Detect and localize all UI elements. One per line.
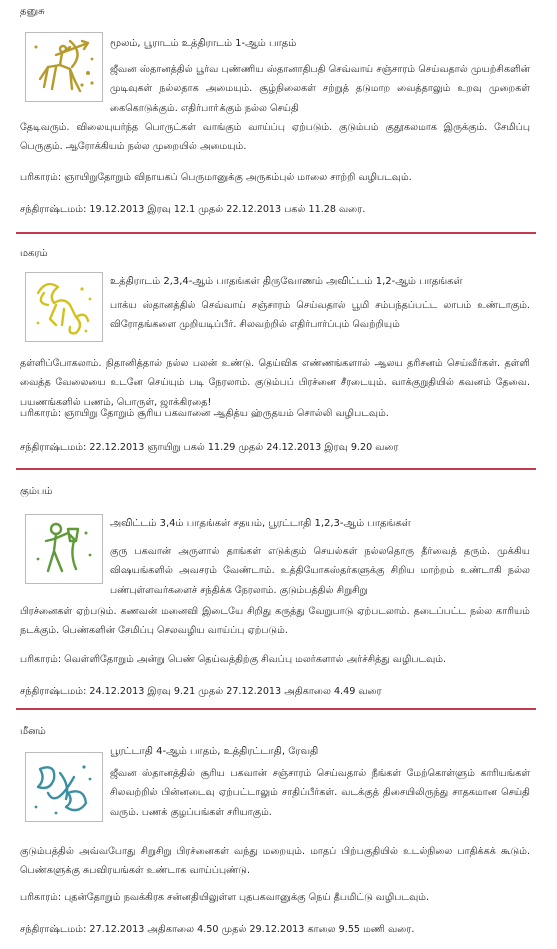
- sign-name: மீனம்: [20, 726, 46, 737]
- sign-name: மகரம்: [20, 248, 48, 259]
- prediction-paragraph-continued: குடும்பத்தில் அவ்வபோது சிறுசிறு பிரச்னைகள் வந்து மறையும். மாதப் பிற்பகுதியில் உடல்நிலை பாதிக்கக் கூடும். பெண்களுக்கு சுபவிரயங்கள் உண்டாக வாய்ப்புண்டு.: [20, 846, 530, 877]
- section-divider: [16, 468, 536, 470]
- aquarius-icon: [25, 514, 103, 584]
- stars-line: பூரட்டாதி 4-ஆம் பாதம், உத்திரட்டாதி, ரேவதி: [110, 746, 319, 757]
- chandrashtamam-text: சந்திராஷ்டமம்: 22.12.2013 ஞாயிறு பகல் 11.29 முதல் 24.12.2013 இரவு 9.20 வரை: [20, 442, 399, 453]
- remedy-text: பரிகாரம்: ஞாயிறு தோறும் சூரிய பகவானை ஆதித்ய ஹ்ருதயம் சொல்லி வழிபடவும்.: [20, 408, 389, 419]
- prediction-paragraph: ஜீவன ஸ்தானத்தில் சூரிய பகவான் சஞ்சாரம் செய்வதால் நீங்கள் மேற்கொள்ளும் காரியங்கள் சிலவற்றில் பின்னடைவு ஏற்பட்டாலும் சாதிப்பீர்கள். வடக்குத் திசையிலிருந்து சாதகமான செய்தி வரும். பணக் குழப்பங்கள் சரியாகும்.: [110, 768, 530, 818]
- section-divider: [16, 232, 536, 234]
- stars-line: உத்திராடம் 2,3,4-ஆம் பாதங்கள் திருவோணம் அவிட்டம் 1,2-ஆம் பாதங்கள்: [110, 276, 463, 287]
- chandrashtamam-text: சந்திராஷ்டமம்: 19.12.2013 இரவு 12.1 முதல் 22.12.2013 பகல் 11.28 வரை.: [20, 204, 366, 215]
- prediction-paragraph-continued: தேடிவரும். விலையுயர்ந்த பொருட்கள் வாங்கும் வாய்ப்பு ஏற்படும். குடும்பம் குதூகலமாக இருக்கும். சேமிப்பு பெருகும். ஆரோக்கியம் நல்ல முறையில் அமையும்.: [20, 122, 530, 153]
- sagittarius-icon: [25, 32, 103, 102]
- stars-line: மூலம், பூராடம் உத்திராடம் 1-ஆம் பாதம்: [110, 38, 297, 49]
- capricorn-icon: [25, 272, 103, 342]
- stars-line: அவிட்டம் 3,4ம் பாதங்கள் சதயம், பூரட்டாதி 1,2,3-ஆம் பாதங்கள்: [110, 518, 411, 529]
- sign-section-meenam: [0, 716, 557, 949]
- prediction-paragraph-continued: பிரச்னைகள் ஏற்படும். கணவன் மனைவி இடையே சிறிது கருத்து வேறுபாடு ஏற்படலாம். தடைப்பட்ட நல்ல காரியம் நடக்கும். பெண்களின் சேமிப்பு செலவழிய வாய்ப்பு ஏற்படும்.: [20, 606, 530, 637]
- pisces-icon: [25, 752, 103, 822]
- sign-name: தனுசு: [20, 6, 45, 17]
- prediction-paragraph: பாக்ய ஸ்தானத்தில் செவ்வாய் சஞ்சாரம் செய்வதால் பூமி சம்பந்தப்பட்ட லாபம் உண்டாகும். விரோதங்களை முறியடிப்பீர். சிலவற்றில் எதிர்பார்ப்பும் வெற்றியும்: [110, 300, 530, 331]
- chandrashtamam-text: சந்திராஷ்டமம்: 27.12.2013 அதிகாலை 4.50 முதல் 29.12.2013 காலை 9.55 மணி வரை.: [20, 924, 415, 935]
- sign-section-magaram: [0, 240, 557, 466]
- remedy-text: பரிகாரம்: ஞாயிறுதோறும் விநாயகப் பெருமானுக்கு அருகம்புல் மாலை சாற்றி வழிபடவும்.: [20, 172, 412, 183]
- chandrashtamam-text: சந்திராஷ்டமம்: 24.12.2013 இரவு 9.21 முதல் 27.12.2013 அதிகாலை 4.49 வரை: [20, 686, 382, 697]
- sign-name: கும்பம்: [20, 486, 53, 497]
- prediction-paragraph: குரு பகவான் அருளால் தாங்கள் எடுக்கும் செயல்கள் நல்லதொரு தீர்வைத் தரும். முக்கிய விஷயங்களில் அவசரம் வேண்டாம். உத்தியோகஸ்தர்களுக்கு சிறிய மாற்றம் உண்டாகி நல்ல பண்புள்ளவர்களைச் சந்திக்க நேரலாம். குடும்பத்தில் சிறுசிறு: [110, 546, 530, 596]
- section-divider: [16, 708, 536, 710]
- remedy-text: பரிகாரம்: வெள்ளிதோறும் அன்று பெண் தெய்வத்திற்கு சிவப்பு மலர்களால் அர்ச்சித்து வழிபடவும்.: [20, 654, 447, 665]
- sign-section-dhanusu: [0, 0, 557, 232]
- sign-section-kumbam: [0, 476, 557, 704]
- remedy-text: பரிகாரம்: புதன்தோறும் நவக்கிரக சன்னதியிலுள்ள புதபகவானுக்கு நெய் தீபமிட்டு வழிபடவும்.: [20, 892, 430, 903]
- prediction-paragraph: ஜீவன ஸ்தானத்தில் பூர்வ புண்ணிய ஸ்தானாதிபதி செவ்வாய் சஞ்சாரம் செய்வதால் முயற்சிகளின் முடிவுகள் நல்லதாக அமையும். சூழ்நிலைகள் சற்றுத் தடுமாற வைத்தாலும் உறவு முறைகள் கைகொடுக்கும். எதிர்பாா்க்கும் நல்ல செய்தி: [110, 64, 530, 114]
- prediction-paragraph-continued: தள்ளிப்போகலாம். நிதானித்தால் நல்ல பலன் உண்டு. தெய்விக எண்ணங்களால் ஆலய தரிசனம் செய்வீர்கள். தள்ளி வைத்த வேலையை உடனே செய்யும் படி நேரலாம். குடும்பப் பிரச்னை சீரடையும். வாக்குறுதியில் கவனம் தேவை. பயணங்களில் பணம், பொருள், ஜாக்கிரதை!: [20, 358, 530, 408]
